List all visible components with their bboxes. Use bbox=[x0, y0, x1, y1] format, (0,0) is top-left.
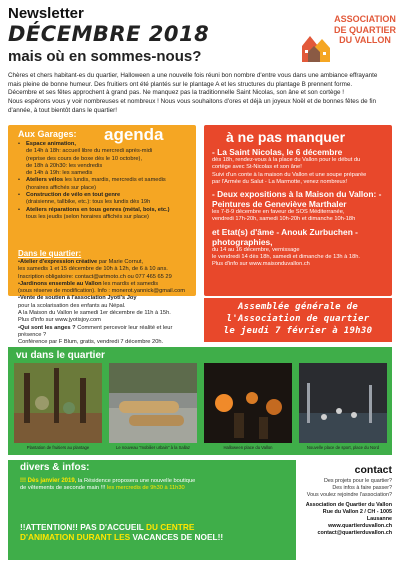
assembly-line: Assemblée générale de bbox=[237, 302, 359, 312]
photo-caption: Le nouveau "mobilier urbain" à la Sallaz bbox=[116, 445, 190, 450]
item-line: pour la scolarisation des enfants au Népal. bbox=[18, 302, 126, 309]
agenda-title: agenda bbox=[104, 125, 164, 144]
contact-question: Vous voulez rejoindre l'association? bbox=[306, 492, 392, 498]
item-line: par Marie Cornut, bbox=[98, 259, 144, 265]
item-line: les lundis, mardis, mercredis et samedis bbox=[64, 177, 166, 184]
assembly-line: l'Association de quartier bbox=[226, 314, 370, 324]
photos-title: vu dans le quartier bbox=[16, 350, 105, 361]
divers-new-prefix: !!! Dès janvier 2019, bbox=[20, 478, 77, 484]
item-title: Ateliers réparations en tous genres (métal, bois, etc.) bbox=[26, 206, 170, 213]
list-item: •Vente de soutien à l'association Jyoti's Joy bbox=[18, 295, 137, 302]
list-item: •Atelier d'expression créative par Marie Cornut, bbox=[18, 259, 144, 265]
contact-questions bbox=[300, 478, 392, 499]
newsletter-label: Newsletter bbox=[8, 5, 84, 22]
photos-section bbox=[8, 347, 392, 455]
photo-halloween bbox=[204, 363, 292, 443]
item-title: Construction de vélo en tout genre bbox=[26, 192, 121, 199]
event-heading: - La Saint Nicolas, le 6 décembre bbox=[212, 147, 343, 157]
event-line: du 14 au 16 décembre, vernissage bbox=[212, 246, 300, 253]
item-line: A la Maison du Vallon le samedi 1er décembre de 11h à 15h. bbox=[18, 310, 171, 317]
item-line: Plus d'info sur www.jyotisjoy.com bbox=[18, 317, 101, 324]
events-list bbox=[212, 147, 388, 269]
list-item: • Espace animation, bbox=[18, 141, 76, 147]
newsletter-tagline: mais où en sommes-nous? bbox=[8, 48, 202, 65]
item-line: de 14h à 19h: les samedis bbox=[26, 170, 93, 177]
contact-email-link[interactable]: contact@quartierduvallon.ch bbox=[317, 530, 392, 536]
garages-list bbox=[18, 141, 190, 221]
attention-highlight: D'ANIMATION DURANT LES bbox=[20, 532, 131, 542]
newsletter-header bbox=[8, 4, 298, 72]
logo-text bbox=[334, 14, 396, 46]
newsletter-month: DÉCEMBRE 2018 bbox=[8, 22, 210, 46]
event-line: cortège avec St-Nicolas et son âne! bbox=[212, 164, 302, 171]
assembly-banner bbox=[204, 298, 392, 342]
list-item: •Jardinons ensemble au Vallon les mardis et samedis bbox=[18, 280, 159, 287]
event-line: le vendredi 14 dès 18h, samedi et dimanche de 13h à 18h. bbox=[212, 254, 360, 261]
logo-line-1: ASSOCIATION bbox=[334, 14, 396, 24]
logo-line-3: DU VALLON bbox=[339, 35, 391, 45]
contact-question: Des infos à faire passer? bbox=[332, 485, 392, 491]
contact-address bbox=[300, 502, 392, 523]
quartier-heading: Dans le quartier: bbox=[18, 249, 82, 258]
event-line: Plus d'info sur www.maisonduvallon.ch bbox=[212, 261, 310, 268]
item-line: de 18h à 20h30: les vendredis bbox=[26, 162, 103, 169]
divers-title: divers & infos: bbox=[20, 462, 90, 473]
intro-paragraph: Décembre et ses fêtes approchent à grand pas. Ne manquez pas la traditionnelle Saint Nicolas, son âne et son cortège ! bbox=[8, 89, 345, 97]
item-line: (draisienne, tallbike, etc.): tous les lundis dès 19h bbox=[26, 199, 151, 206]
divers-section bbox=[8, 460, 296, 560]
item-line: Comment percevoir leur réalité et leur présence ? bbox=[18, 324, 173, 338]
item-line: (sous réserve de modification). Info : monerot.yannick@gmail.com bbox=[18, 288, 185, 295]
attention-highlight: DU CENTRE bbox=[145, 522, 195, 532]
item-title: Espace animation, bbox=[26, 141, 76, 147]
contact-section bbox=[300, 464, 392, 560]
events-title: à ne pas manquer bbox=[226, 129, 346, 145]
intro-paragraph: Nous espérons vous y voir nombreuses et nombreux ! Nous vous souhaitons d'ores et déjà un joyeux Noël et de bonnes fêtes de fin d'année, à tout bientôt dans le quartier! bbox=[8, 98, 377, 114]
photo-mobilier bbox=[109, 363, 197, 443]
list-item: • Construction de vélo en tout genre bbox=[18, 192, 121, 199]
event-line: les 7-8-9 décembre en faveur de SOS Méditerranée, bbox=[212, 209, 345, 216]
list-item: • Ateliers vélos les lundis, mardis, mercredis et samedis bbox=[18, 177, 166, 184]
logo-line-2: DE QUARTIER bbox=[334, 24, 397, 35]
intro-text bbox=[8, 72, 392, 116]
assembly-line: le jeudi 7 février à 19h30 bbox=[223, 326, 373, 336]
intro-paragraph: Chères et chers habitant-es du quartier, Halloween a une nouvelle fois réuni bon nombre d'entre vous dans une ambiance effrayante mais pleine de bonne humeur. Des fruitiers ont été plantés sur le plantage A et les structures du plantage B prennent forme. bbox=[8, 72, 378, 88]
item-line: (horaires affichés sur place) bbox=[26, 184, 97, 191]
photo-plantation bbox=[14, 363, 102, 443]
assembly-text bbox=[208, 301, 388, 337]
item-title: Ateliers vélos bbox=[26, 177, 63, 184]
houses-logo-icon bbox=[300, 26, 336, 64]
event-line: vendredi 17h-20h, samedi 10h-20h et dimanche 10h-18h bbox=[212, 216, 356, 223]
divers-text bbox=[20, 478, 288, 493]
attention-text: VACANCES DE NOEL!! bbox=[130, 532, 224, 542]
event-line: par l'Armée du Salut - La Marmotte, venez nombreux! bbox=[212, 178, 348, 185]
association-logo bbox=[300, 4, 396, 70]
event-heading: et Etat(s) d'âme - Anouk Zurbuchen - photographies, bbox=[212, 226, 358, 247]
item-line: (reprise des cours de boxe dès le 10 octobre), bbox=[26, 155, 143, 162]
event-heading: - Deux expositions à la Maison du Vallon: - Peintures de Geneviève Marthaler bbox=[212, 189, 382, 210]
photo-sport bbox=[299, 363, 387, 443]
photo-caption: Nouvelle place de sport, place du Nord bbox=[306, 445, 380, 450]
photo-caption: Halloween place du Vallon bbox=[223, 445, 273, 450]
item-line: Conférence par F Blum, gratis, vendredi 7 décembre 20h. bbox=[18, 339, 164, 346]
event-line: Suivi d'un conte à la maison du Vallon et une soupe préparée bbox=[212, 171, 367, 178]
divers-line: la Résidence proposera une nouvelle boutique bbox=[77, 478, 196, 484]
quartier-list bbox=[18, 259, 190, 354]
item-title: Vente de soutien à l'association Jyoti's Joy bbox=[20, 295, 137, 302]
list-item: •Qui sont les anges ? Comment percevoir leur réalité et leur présence ? bbox=[18, 324, 173, 338]
garages-heading: Aux Garages: bbox=[18, 129, 77, 139]
divers-line: les mercredis de 9h30 à 11h30 bbox=[106, 485, 185, 492]
item-title: Qui sont les anges ? bbox=[20, 324, 76, 331]
item-title: Jardinons ensemble au Vallon bbox=[20, 280, 102, 287]
divers-line: de vêtements de seconde main !!! bbox=[20, 485, 106, 492]
agenda-panel bbox=[8, 125, 196, 346]
events-panel bbox=[204, 125, 392, 296]
contact-org: Association de Quartier du Vallon bbox=[305, 502, 392, 508]
item-line: tous les jeudis (selon horaires affichés sur place) bbox=[26, 213, 149, 220]
contact-title: contact bbox=[354, 464, 392, 476]
contact-street: Rue du Vallon 2 / CH - 1005 Lausanne bbox=[322, 509, 392, 522]
contact-website-link[interactable]: www.quartierduvallon.ch bbox=[328, 523, 392, 529]
item-line: les mardis et samedis bbox=[103, 280, 159, 287]
event-line: dès 18h, rendez-vous à la place du Vallon pour le début du bbox=[212, 157, 361, 163]
attention-prefix: !!ATTENTION!! bbox=[20, 522, 78, 532]
photo-caption: Plantation de fruitiers au plantage bbox=[26, 445, 90, 450]
list-item: • Ateliers réparations en tous genres (métal, bois, etc.) bbox=[18, 206, 170, 213]
item-line: Inscription obligatoire: contact@artmoto.ch ou 077 465 65 29 bbox=[18, 273, 172, 280]
contact-question: Des projets pour le quartier? bbox=[323, 478, 392, 484]
item-line: de 14h à 18h: accueil libre du mercredi après-midi bbox=[26, 148, 153, 155]
attention-text: PAS D'ACCUEIL bbox=[77, 522, 146, 532]
item-line: les samedis 1 et 15 décembre de 10h à 12h, de 6 à 10 ans. bbox=[18, 266, 168, 273]
attention-notice bbox=[20, 522, 292, 542]
item-title: Atelier d'expression créative bbox=[20, 259, 98, 265]
